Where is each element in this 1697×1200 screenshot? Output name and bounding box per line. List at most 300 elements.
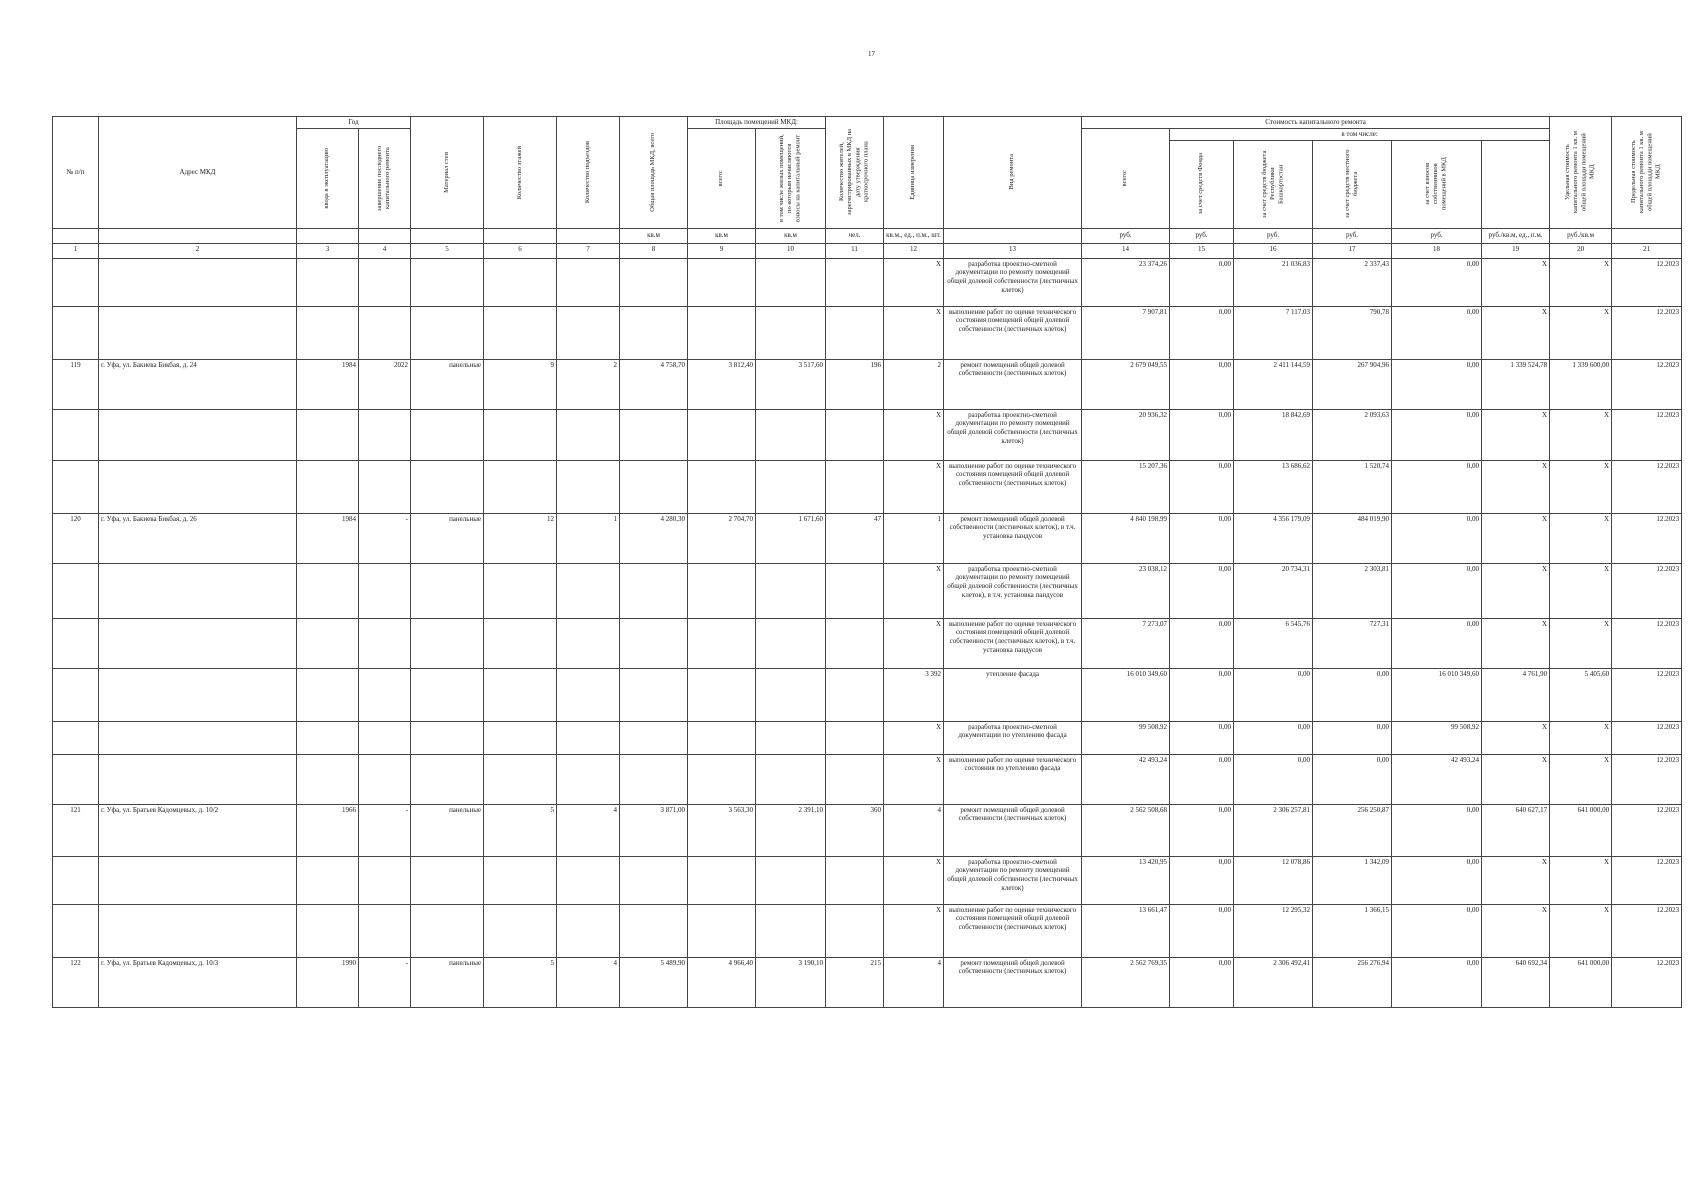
cell-floors bbox=[484, 754, 557, 804]
cell-max-cost: 5 405,60 bbox=[1550, 668, 1612, 721]
cell-cost-total: 2 562 508,68 bbox=[1082, 804, 1170, 856]
cell-total-area bbox=[620, 618, 688, 668]
cell-address: г. Уфа, ул. Бакиева Бикбая, д. 26 bbox=[99, 513, 297, 563]
cell-cost-fund: 0,00 bbox=[1170, 957, 1234, 1007]
cell-year-commission bbox=[297, 618, 359, 668]
cell-total-area bbox=[620, 409, 688, 460]
cell-unit-cost: X bbox=[1482, 513, 1550, 563]
cell-cost-local: 727,31 bbox=[1313, 618, 1392, 668]
cell-date: 12.2023 bbox=[1612, 904, 1682, 957]
cell-address bbox=[99, 721, 297, 754]
cell-cost-republic: 12 295,32 bbox=[1234, 904, 1313, 957]
col-address: Адрес МКД bbox=[99, 117, 297, 229]
cell-wall-material: панельные bbox=[411, 359, 484, 409]
cell-wall-material bbox=[411, 668, 484, 721]
cell-cost-local: 1 366,15 bbox=[1313, 904, 1392, 957]
col-year-group: Год bbox=[297, 117, 411, 129]
table-body bbox=[53, 243, 1682, 1007]
cell-cost-owners: 0,00 bbox=[1392, 904, 1482, 957]
cell-floors bbox=[484, 618, 557, 668]
cell-no: 119 bbox=[53, 359, 99, 409]
cell-date: 12.2023 bbox=[1612, 563, 1682, 618]
cell-residents: 360 bbox=[826, 804, 884, 856]
cell-max-cost: X bbox=[1550, 258, 1612, 306]
col-year-last-repair: завершение последнего капитального ремонта bbox=[359, 128, 411, 228]
cell-premises-total bbox=[688, 721, 756, 754]
cell-wall-material bbox=[411, 460, 484, 513]
cell-entrances: 4 bbox=[557, 804, 620, 856]
cell-cost-owners: 0,00 bbox=[1392, 460, 1482, 513]
cell-premises-contrib bbox=[756, 460, 826, 513]
cell-cost-local: 0,00 bbox=[1313, 721, 1392, 754]
cell-year-commission: 1984 bbox=[297, 359, 359, 409]
cell-no bbox=[53, 306, 99, 359]
unit-cost-republic: руб. bbox=[1234, 228, 1313, 243]
cell-work: ремонт помещений общей долевой собственности (лестничных клеток) bbox=[944, 359, 1082, 409]
cell-unit: 4 bbox=[884, 804, 944, 856]
cell-cost-local: 0,00 bbox=[1313, 754, 1392, 804]
cell-address bbox=[99, 460, 297, 513]
cell-max-cost: X bbox=[1550, 306, 1612, 359]
cell-residents bbox=[826, 618, 884, 668]
cell-cost-owners: 0,00 bbox=[1392, 804, 1482, 856]
cell-floors bbox=[484, 306, 557, 359]
cell-year-commission bbox=[297, 460, 359, 513]
cell-cost-republic: 6 545,76 bbox=[1234, 618, 1313, 668]
cell-address bbox=[99, 618, 297, 668]
cell-work: выполнение работ по оценке технического состояния помещений общей долевой собственности (лестничных клеток) bbox=[944, 904, 1082, 957]
cell-date: 12.2023 bbox=[1612, 618, 1682, 668]
cell-unit-cost: X bbox=[1482, 754, 1550, 804]
cell-address bbox=[99, 856, 297, 904]
cell-cost-total: 2 679 049,55 bbox=[1082, 359, 1170, 409]
cell-cost-owners: 16 010 349,60 bbox=[1392, 668, 1482, 721]
table-row bbox=[53, 957, 1682, 1007]
cell-cost-fund: 0,00 bbox=[1170, 618, 1234, 668]
col-premises-contrib: в том числе жилых помещений, по которым начисляются взносы на капитальный ремонт bbox=[756, 128, 826, 228]
cell-cost-fund: 0,00 bbox=[1170, 563, 1234, 618]
cell-cost-total: 15 207,36 bbox=[1082, 460, 1170, 513]
column-number: 9 bbox=[688, 243, 756, 258]
table-row bbox=[53, 359, 1682, 409]
cell-premises-contrib bbox=[756, 563, 826, 618]
unit-cost-fund: руб. bbox=[1170, 228, 1234, 243]
cell-year-commission bbox=[297, 668, 359, 721]
cell-unit: X bbox=[884, 306, 944, 359]
column-number: 8 bbox=[620, 243, 688, 258]
cell-cost-fund: 0,00 bbox=[1170, 409, 1234, 460]
cell-total-area: 4 280,30 bbox=[620, 513, 688, 563]
cell-year-last-repair bbox=[359, 904, 411, 957]
cell-address bbox=[99, 563, 297, 618]
table-row bbox=[53, 409, 1682, 460]
cell-residents bbox=[826, 856, 884, 904]
table-row bbox=[53, 668, 1682, 721]
column-number: 18 bbox=[1392, 243, 1482, 258]
cell-entrances: 2 bbox=[557, 359, 620, 409]
cell-total-area: 5 489,90 bbox=[620, 957, 688, 1007]
unit-premises-total: кв.м bbox=[688, 228, 756, 243]
cell-unit: 1 bbox=[884, 513, 944, 563]
cell-wall-material bbox=[411, 306, 484, 359]
cell-unit: X bbox=[884, 563, 944, 618]
table-row bbox=[53, 513, 1682, 563]
cell-work: выполнение работ по оценке технического состояния по утеплению фасада bbox=[944, 754, 1082, 804]
cell-unit: 2 bbox=[884, 359, 944, 409]
cell-entrances bbox=[557, 409, 620, 460]
cell-residents bbox=[826, 904, 884, 957]
cell-cost-owners: 0,00 bbox=[1392, 409, 1482, 460]
cell-date: 12.2023 bbox=[1612, 668, 1682, 721]
cell-total-area bbox=[620, 306, 688, 359]
cell-wall-material bbox=[411, 409, 484, 460]
cell-address: г. Уфа, ул. Бакиева Бикбая, д. 24 bbox=[99, 359, 297, 409]
table-row bbox=[53, 306, 1682, 359]
cell-premises-total bbox=[688, 668, 756, 721]
cell-address bbox=[99, 409, 297, 460]
cell-cost-owners: 0,00 bbox=[1392, 856, 1482, 904]
cell-unit-cost: X bbox=[1482, 409, 1550, 460]
cell-unit: X bbox=[884, 856, 944, 904]
cell-wall-material bbox=[411, 618, 484, 668]
cell-unit: 3 392 bbox=[884, 668, 944, 721]
cell-cost-local: 1 342,09 bbox=[1313, 856, 1392, 904]
cell-max-cost: X bbox=[1550, 563, 1612, 618]
cell-wall-material bbox=[411, 856, 484, 904]
cell-cost-local: 484 019,90 bbox=[1313, 513, 1392, 563]
column-number: 3 bbox=[297, 243, 359, 258]
cell-residents bbox=[826, 563, 884, 618]
cell-premises-total bbox=[688, 409, 756, 460]
cell-premises-contrib bbox=[756, 306, 826, 359]
cell-cost-owners: 0,00 bbox=[1392, 513, 1482, 563]
cell-premises-total bbox=[688, 618, 756, 668]
cell-cost-local: 2 303,81 bbox=[1313, 563, 1392, 618]
col-year-commission: ввода в эксплуатацию bbox=[297, 128, 359, 228]
cell-no: 122 bbox=[53, 957, 99, 1007]
cell-floors bbox=[484, 460, 557, 513]
cell-floors bbox=[484, 668, 557, 721]
cell-residents: 196 bbox=[826, 359, 884, 409]
cell-premises-contrib: 1 671,60 bbox=[756, 513, 826, 563]
cell-cost-fund: 0,00 bbox=[1170, 856, 1234, 904]
cell-unit: X bbox=[884, 409, 944, 460]
table-row bbox=[53, 904, 1682, 957]
cell-cost-owners: 0,00 bbox=[1392, 618, 1482, 668]
cell-entrances bbox=[557, 856, 620, 904]
cell-wall-material: панельные bbox=[411, 513, 484, 563]
cell-cost-local: 1 520,74 bbox=[1313, 460, 1392, 513]
col-unit-cost: Удельная стоимость капитального ремонта 1 кв. м общей площади помещений МКД bbox=[1550, 117, 1612, 229]
cell-floors bbox=[484, 409, 557, 460]
cell-address bbox=[99, 258, 297, 306]
cell-no bbox=[53, 618, 99, 668]
cell-cost-local: 2 093,63 bbox=[1313, 409, 1392, 460]
table-row bbox=[53, 618, 1682, 668]
col-total-area: Общая площадь МКД, всего bbox=[620, 117, 688, 229]
cell-year-commission: 1984 bbox=[297, 513, 359, 563]
column-number: 7 bbox=[557, 243, 620, 258]
cell-cost-republic: 0,00 bbox=[1234, 668, 1313, 721]
cell-address bbox=[99, 754, 297, 804]
column-number: 20 bbox=[1550, 243, 1612, 258]
cell-year-last-repair bbox=[359, 460, 411, 513]
cell-premises-total: 3 812,40 bbox=[688, 359, 756, 409]
cell-premises-contrib bbox=[756, 904, 826, 957]
cell-max-cost: X bbox=[1550, 721, 1612, 754]
cell-floors bbox=[484, 856, 557, 904]
cell-floors: 5 bbox=[484, 957, 557, 1007]
cell-entrances bbox=[557, 668, 620, 721]
cell-cost-local: 2 337,43 bbox=[1313, 258, 1392, 306]
cell-year-last-repair bbox=[359, 668, 411, 721]
cell-residents: 47 bbox=[826, 513, 884, 563]
cell-work: ремонт помещений общей долевой собственности (лестничных клеток), в т.ч. установка пандусов bbox=[944, 513, 1082, 563]
cell-cost-fund: 0,00 bbox=[1170, 804, 1234, 856]
cell-cost-owners: 0,00 bbox=[1392, 306, 1482, 359]
cell-cost-republic: 13 686,62 bbox=[1234, 460, 1313, 513]
cell-cost-republic: 18 842,69 bbox=[1234, 409, 1313, 460]
cell-date: 12.2023 bbox=[1612, 409, 1682, 460]
cell-premises-contrib bbox=[756, 409, 826, 460]
cell-wall-material: панельные bbox=[411, 957, 484, 1007]
cell-premises-contrib: 2 391,10 bbox=[756, 804, 826, 856]
cell-cost-fund: 0,00 bbox=[1170, 754, 1234, 804]
cell-premises-total bbox=[688, 754, 756, 804]
cell-work: ремонт помещений общей долевой собственности (лестничных клеток) bbox=[944, 957, 1082, 1007]
cell-year-last-repair: 2022 bbox=[359, 359, 411, 409]
cell-cost-total: 4 840 198,99 bbox=[1082, 513, 1170, 563]
cell-entrances bbox=[557, 460, 620, 513]
cell-unit-cost: X bbox=[1482, 618, 1550, 668]
cell-floors: 9 bbox=[484, 359, 557, 409]
cell-year-last-repair bbox=[359, 306, 411, 359]
table-row bbox=[53, 721, 1682, 754]
cell-address: г. Уфа, ул. Братьев Кадомцевых, д. 10/2 bbox=[99, 804, 297, 856]
cell-cost-republic: 2 306 492,41 bbox=[1234, 957, 1313, 1007]
col-cost-group: Стоимость капитального ремонта bbox=[1082, 117, 1550, 129]
cell-date: 12.2023 bbox=[1612, 359, 1682, 409]
cell-total-area bbox=[620, 754, 688, 804]
cell-cost-republic: 0,00 bbox=[1234, 754, 1313, 804]
cell-max-cost: 641 000,00 bbox=[1550, 957, 1612, 1007]
cell-max-cost: X bbox=[1550, 460, 1612, 513]
cell-floors bbox=[484, 721, 557, 754]
cell-residents bbox=[826, 721, 884, 754]
cell-year-last-repair bbox=[359, 721, 411, 754]
cell-year-commission bbox=[297, 856, 359, 904]
cell-max-cost: X bbox=[1550, 856, 1612, 904]
cell-unit-cost: 640 692,34 bbox=[1482, 957, 1550, 1007]
col-cost-total: всего: bbox=[1082, 128, 1170, 228]
cell-cost-total: 7 907,81 bbox=[1082, 306, 1170, 359]
cell-residents bbox=[826, 409, 884, 460]
cell-total-area bbox=[620, 258, 688, 306]
cell-cost-total: 99 508,92 bbox=[1082, 721, 1170, 754]
cell-unit-cost: X bbox=[1482, 904, 1550, 957]
cell-cost-owners: 0,00 bbox=[1392, 957, 1482, 1007]
cell-cost-total: 2 562 769,35 bbox=[1082, 957, 1170, 1007]
cell-entrances bbox=[557, 721, 620, 754]
cell-cost-owners: 0,00 bbox=[1392, 563, 1482, 618]
cell-no bbox=[53, 721, 99, 754]
unit-premises-contrib: кв.м bbox=[756, 228, 826, 243]
unit-cost-local: руб. bbox=[1313, 228, 1392, 243]
cell-address bbox=[99, 306, 297, 359]
cell-work: разработка проектно-сметной документации по ремонту помещений общей долевой собственности (лестничных клеток), в т.ч. установка пандусов bbox=[944, 563, 1082, 618]
cell-work: разработка проектно-сметной документации по ремонту помещений общей долевой собственности (лестничных клеток) bbox=[944, 258, 1082, 306]
cell-year-last-repair: - bbox=[359, 957, 411, 1007]
cell-premises-total: 3 563,30 bbox=[688, 804, 756, 856]
cell-premises-total bbox=[688, 563, 756, 618]
cell-no: 120 bbox=[53, 513, 99, 563]
cell-work: разработка проектно-сметной документации по утеплению фасада bbox=[944, 721, 1082, 754]
column-number: 16 bbox=[1234, 243, 1313, 258]
cell-unit: X bbox=[884, 904, 944, 957]
cell-cost-republic: 12 078,86 bbox=[1234, 856, 1313, 904]
column-number: 6 bbox=[484, 243, 557, 258]
cell-year-last-repair bbox=[359, 754, 411, 804]
cell-unit: X bbox=[884, 618, 944, 668]
cell-residents bbox=[826, 460, 884, 513]
cell-unit: X bbox=[884, 460, 944, 513]
cell-floors bbox=[484, 904, 557, 957]
cell-year-commission bbox=[297, 409, 359, 460]
cell-year-commission bbox=[297, 904, 359, 957]
cell-residents bbox=[826, 306, 884, 359]
column-number: 1 bbox=[53, 243, 99, 258]
cell-cost-republic: 2 306 257,81 bbox=[1234, 804, 1313, 856]
col-wall-material: Материал стен bbox=[411, 117, 484, 229]
cell-max-cost: 1 339 600,00 bbox=[1550, 359, 1612, 409]
column-number: 10 bbox=[756, 243, 826, 258]
cell-cost-fund: 0,00 bbox=[1170, 721, 1234, 754]
cell-no bbox=[53, 258, 99, 306]
cell-residents bbox=[826, 668, 884, 721]
cell-premises-total: 2 704,70 bbox=[688, 513, 756, 563]
cell-unit-cost: X bbox=[1482, 306, 1550, 359]
cell-cost-republic: 4 356 179,09 bbox=[1234, 513, 1313, 563]
cell-cost-owners: 0,00 bbox=[1392, 258, 1482, 306]
cell-cost-total: 13 420,95 bbox=[1082, 856, 1170, 904]
col-cost-republic: за счет средств бюджета Республики Башкортостан bbox=[1234, 140, 1313, 228]
cell-entrances bbox=[557, 258, 620, 306]
col-floors: Количество этажей bbox=[484, 117, 557, 229]
cell-unit-cost: X bbox=[1482, 258, 1550, 306]
cell-wall-material bbox=[411, 754, 484, 804]
cell-date: 12.2023 bbox=[1612, 258, 1682, 306]
cell-entrances: 4 bbox=[557, 957, 620, 1007]
cell-max-cost: X bbox=[1550, 618, 1612, 668]
cell-cost-local: 256 250,87 bbox=[1313, 804, 1392, 856]
cell-unit: X bbox=[884, 754, 944, 804]
unit-unit-cost: руб./кв.м, ед., п.м. bbox=[1482, 228, 1550, 243]
col-premises-total: всего: bbox=[688, 128, 756, 228]
cell-cost-total: 7 273,07 bbox=[1082, 618, 1170, 668]
cell-no bbox=[53, 460, 99, 513]
column-number: 21 bbox=[1612, 243, 1682, 258]
table-header bbox=[53, 117, 1682, 244]
cell-year-commission bbox=[297, 721, 359, 754]
repair-plan-table bbox=[52, 116, 1682, 1008]
cell-cost-fund: 0,00 bbox=[1170, 306, 1234, 359]
col-cost-incl: в том числе: bbox=[1170, 128, 1550, 140]
cell-year-commission bbox=[297, 258, 359, 306]
col-max-cost: Предельная стоимость капитального ремонта 1 кв. м общей площади помещений МКД bbox=[1612, 117, 1682, 229]
cell-no bbox=[53, 904, 99, 957]
cell-cost-republic: 21 036,83 bbox=[1234, 258, 1313, 306]
cell-premises-total bbox=[688, 460, 756, 513]
cell-wall-material bbox=[411, 258, 484, 306]
col-premises-area-group: Площадь помещений МКД: bbox=[688, 117, 826, 129]
cell-year-last-repair: - bbox=[359, 513, 411, 563]
cell-premises-total bbox=[688, 904, 756, 957]
cell-no bbox=[53, 668, 99, 721]
cell-premises-contrib bbox=[756, 258, 826, 306]
cell-premises-total: 4 966,40 bbox=[688, 957, 756, 1007]
cell-work: выполнение работ по оценке технического состояния помещений общей долевой собственности (лестничных клеток) bbox=[944, 306, 1082, 359]
cell-cost-local: 256 276,94 bbox=[1313, 957, 1392, 1007]
cell-cost-republic: 0,00 bbox=[1234, 721, 1313, 754]
cell-total-area bbox=[620, 721, 688, 754]
cell-cost-fund: 0,00 bbox=[1170, 513, 1234, 563]
cell-cost-fund: 0,00 bbox=[1170, 668, 1234, 721]
cell-unit-cost: 1 339 524,78 bbox=[1482, 359, 1550, 409]
col-residents: Количество жителей, зарегистрированных в МКД на дату утверждения краткосрочного плана bbox=[826, 117, 884, 229]
col-unit: Единица измерения bbox=[884, 117, 944, 229]
cell-year-last-repair bbox=[359, 563, 411, 618]
cell-unit-cost: X bbox=[1482, 856, 1550, 904]
cell-work: ремонт помещений общей долевой собственности (лестничных клеток) bbox=[944, 804, 1082, 856]
cell-total-area: 3 871,00 bbox=[620, 804, 688, 856]
cell-year-commission bbox=[297, 306, 359, 359]
cell-premises-contrib bbox=[756, 721, 826, 754]
cell-floors: 12 bbox=[484, 513, 557, 563]
cell-year-commission bbox=[297, 563, 359, 618]
cell-total-area bbox=[620, 460, 688, 513]
cell-entrances bbox=[557, 618, 620, 668]
cell-no bbox=[53, 754, 99, 804]
cell-entrances bbox=[557, 563, 620, 618]
cell-wall-material: панельные bbox=[411, 804, 484, 856]
col-work-type: Вид ремонта bbox=[944, 117, 1082, 229]
cell-date: 12.2023 bbox=[1612, 460, 1682, 513]
cell-entrances bbox=[557, 904, 620, 957]
column-number: 2 bbox=[99, 243, 297, 258]
unit-unit: кв.м., ед., п.м., шт. bbox=[884, 228, 944, 243]
table-row bbox=[53, 804, 1682, 856]
cell-work: разработка проектно-сметной документации по ремонту помещений общей долевой собственности (лестничных клеток) bbox=[944, 409, 1082, 460]
cell-cost-owners: 42 493,24 bbox=[1392, 754, 1482, 804]
column-numbers-row bbox=[53, 243, 1682, 258]
cell-floors: 5 bbox=[484, 804, 557, 856]
cell-work: выполнение работ по оценке технического состояния помещений общей долевой собственности (лестничных клеток), в т.ч. установка пандусов bbox=[944, 618, 1082, 668]
cell-max-cost: X bbox=[1550, 409, 1612, 460]
cell-residents: 215 bbox=[826, 957, 884, 1007]
cell-unit-cost: X bbox=[1482, 460, 1550, 513]
units-row bbox=[53, 228, 1682, 243]
cell-no bbox=[53, 856, 99, 904]
column-number: 17 bbox=[1313, 243, 1392, 258]
cell-address bbox=[99, 668, 297, 721]
cell-premises-contrib bbox=[756, 856, 826, 904]
cell-max-cost: X bbox=[1550, 513, 1612, 563]
column-number: 12 bbox=[884, 243, 944, 258]
cell-cost-republic: 7 117,03 bbox=[1234, 306, 1313, 359]
cell-residents bbox=[826, 258, 884, 306]
cell-cost-republic: 2 411 144,59 bbox=[1234, 359, 1313, 409]
cell-address bbox=[99, 904, 297, 957]
